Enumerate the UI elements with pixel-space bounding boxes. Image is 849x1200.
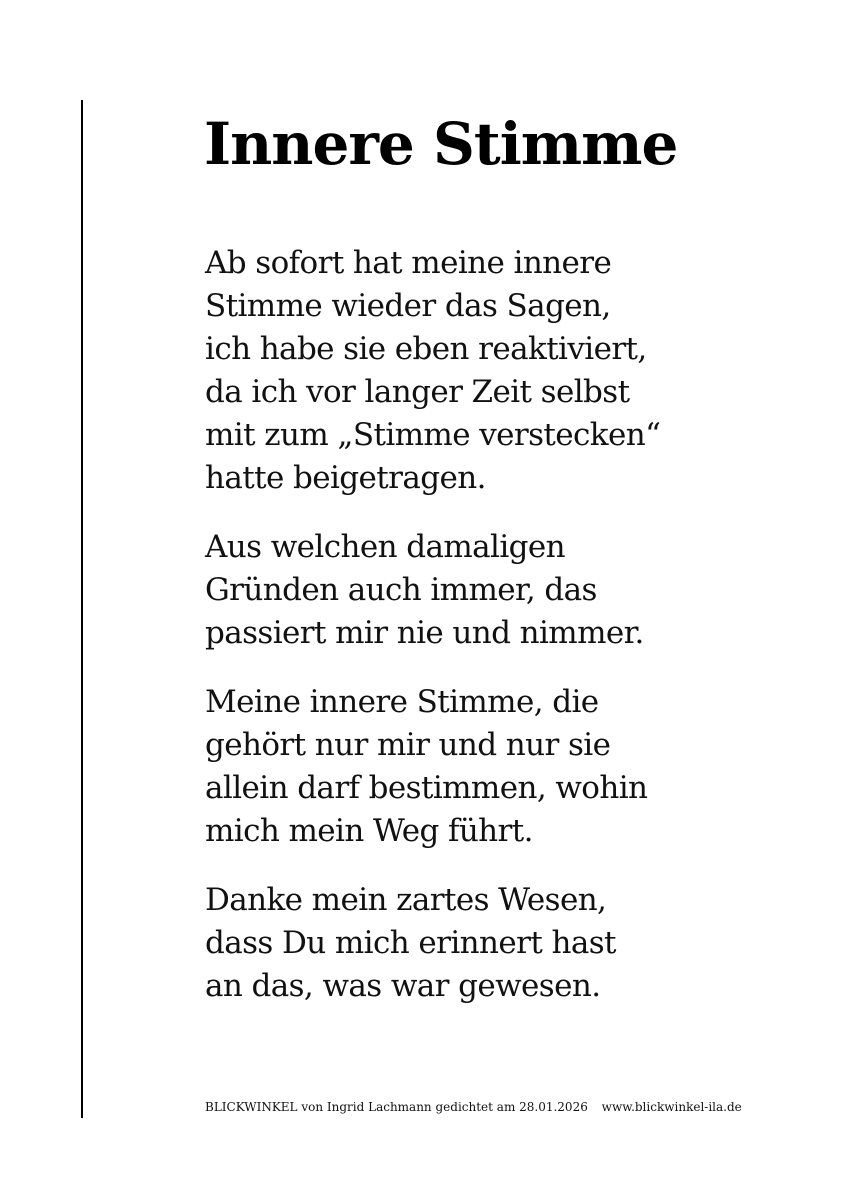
stanza-3: [205, 681, 825, 853]
poem-line: Aus welchen damaligen: [205, 529, 565, 565]
poem-line: Gründen auch immer, das: [205, 572, 597, 608]
left-margin-rule: [81, 100, 83, 1118]
footer-website-link[interactable]: www.blickwinkel-ila.de: [601, 1100, 742, 1114]
poem-line: Danke mein zartes Wesen,: [205, 882, 607, 918]
poem-line: an das, was war gewesen.: [205, 968, 601, 1004]
footer-credit: BLICKWINKEL von Ingrid Lachmann gedichtet am 28.01.2026: [205, 1100, 588, 1114]
poem-line: passiert mir nie und nimmer.: [205, 615, 644, 651]
poem-line: ich habe sie eben reaktiviert,: [205, 331, 647, 367]
stanza-2: [205, 526, 825, 655]
poem-line: da ich vor langer Zeit selbst: [205, 374, 630, 410]
poem-line: Ab sofort hat meine innere: [205, 245, 612, 281]
poem-line: Stimme wieder das Sagen,: [205, 288, 611, 324]
poem-line: gehört nur mir und nur sie: [205, 727, 611, 763]
footer: [205, 1099, 742, 1115]
stanza-1: [205, 242, 825, 500]
poem-body: [205, 242, 825, 1034]
poem-line: dass Du mich erinnert hast: [205, 925, 616, 961]
poem-line: allein darf bestimmen, wohin: [205, 770, 648, 806]
poem-line: mit zum „Stimme verstecken“: [205, 417, 661, 453]
poem-title: Innere Stimme: [204, 110, 678, 178]
poem-line: Meine innere Stimme, die: [205, 684, 599, 720]
poem-line: mich mein Weg führt.: [205, 813, 533, 849]
poem-line: hatte beigetragen.: [205, 460, 486, 496]
stanza-4: [205, 879, 825, 1008]
